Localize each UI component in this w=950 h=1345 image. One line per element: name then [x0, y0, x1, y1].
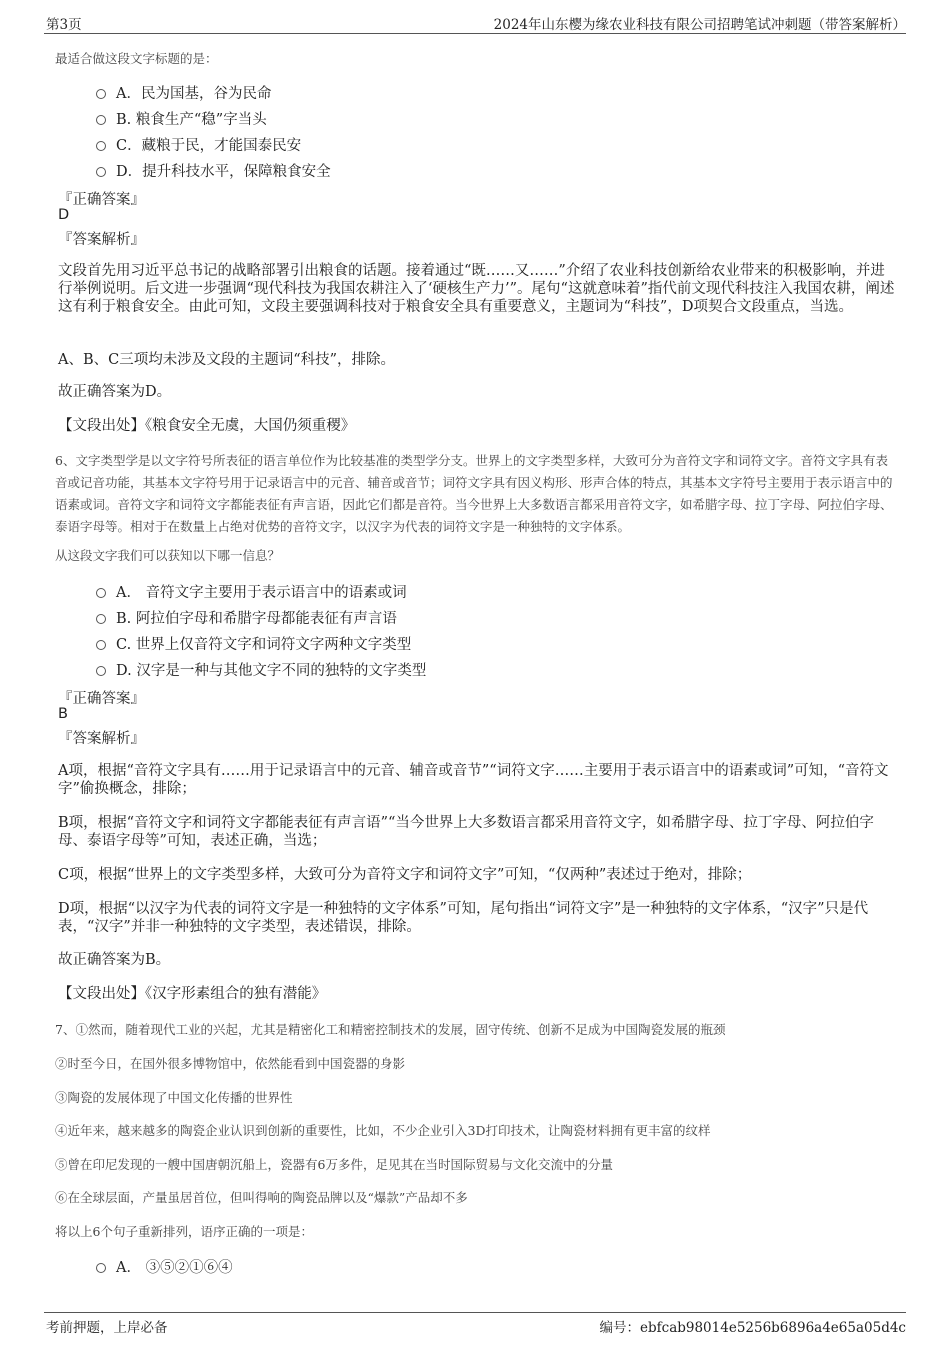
- q6-analysis-a: A项，根据“音符文字具有……用于记录语言中的元音、辅音或音节”“词符文字……主要用于表示语言中的语素或词”可知，“音符文字”偷换概念，排除；: [58, 763, 889, 797]
- q5-analysis-paragraph: A、B、C三项均未涉及文段的主题词“科技”，排除。: [58, 352, 396, 368]
- q7-prompt: 将以上6个句子重新排列，语序正确的一项是：: [55, 1224, 313, 1239]
- footer-slogan: 考前押题，上岸必备: [46, 1320, 168, 1336]
- q6-analysis-b: B项，根据“音符文字和词符文字都能表征有声言语”“当今世界上大多数语言都采用音符文字，如希腊字母、拉丁字母、阿拉伯字母、泰语字母等”可知，表述正确，当选；: [58, 815, 874, 849]
- q5-option-b[interactable]: B. 粮食生产“稳”字当头: [96, 108, 267, 129]
- radio-icon[interactable]: [96, 141, 106, 151]
- radio-icon[interactable]: [96, 89, 106, 99]
- radio-icon[interactable]: [96, 115, 106, 125]
- q5-analysis-label: 『答案解析』: [58, 232, 145, 248]
- q5-option-a[interactable]: A．民为国基，谷为民命: [96, 82, 271, 103]
- q5-analysis-conclusion: 故正确答案为D。: [58, 384, 172, 400]
- q5-prompt: 最适合做这段文字标题的是：: [55, 51, 218, 66]
- q6-analysis-label: 『答案解析』: [58, 731, 145, 747]
- q6-source: 【文段出处】《汉字形素组合的独有潜能》: [58, 986, 327, 1002]
- q5-option-c[interactable]: C．藏粮于民，才能国泰民安: [96, 134, 301, 155]
- q5-option-d[interactable]: D．提升科技水平，保障粮食安全: [96, 160, 331, 181]
- q6-answer: B: [58, 706, 68, 722]
- radio-icon[interactable]: [96, 640, 106, 650]
- q6-analysis-c: C项，根据“世界上的文字类型多样，大致可分为音符文字和词符文字”可知，“仅两种”表述过于绝对，排除；: [58, 867, 752, 883]
- q7-sentence-4: ④近年来，越来越多的陶瓷企业认识到创新的重要性，比如，不少企业引入3D打印技术，让陶瓷材料拥有更丰富的纹样: [55, 1123, 711, 1138]
- q6-option-d[interactable]: D. 汉字是一种与其他文字不同的独特的文字类型: [96, 659, 426, 680]
- document-title: 2024年山东樱为缘农业科技有限公司招聘笔试冲刺题（带答案解析）: [493, 17, 906, 33]
- q6-option-b[interactable]: B. 阿拉伯字母和希腊字母都能表征有声言语: [96, 607, 397, 628]
- q7-sentence-3: ③陶瓷的发展体现了中国文化传播的世界性: [55, 1090, 293, 1105]
- radio-icon[interactable]: [96, 1263, 106, 1273]
- q6-analysis-conclusion: 故正确答案为B。: [58, 952, 171, 968]
- document-id: 编号：ebfcab98014e5256b6896a4e65a05d4c: [599, 1320, 906, 1336]
- q7-sentence-6: ⑥在全球层面，产量虽居首位，但叫得响的陶瓷品牌以及“爆款”产品却不多: [55, 1190, 468, 1205]
- page-footer: [44, 1312, 906, 1343]
- q5-source: 【文段出处】《粮食安全无虞，大国仍须重稷》: [58, 418, 356, 434]
- radio-icon[interactable]: [96, 666, 106, 676]
- radio-icon[interactable]: [96, 614, 106, 624]
- q6-answer-label: 『正确答案』: [58, 691, 145, 707]
- q5-answer: D: [58, 207, 70, 223]
- q6-analysis-d: D项，根据“以汉字为代表的词符文字是一种独特的文字体系”可知，尾句指出“词符文字”是一种独特的文字体系，“汉字”只是代表，“汉字”并非一种独特的文字类型，表述错误，排除。: [58, 901, 869, 935]
- q7-sentence-2: ②时至今日，在国外很多博物馆中，依然能看到中国瓷器的身影: [55, 1056, 406, 1071]
- page-number: 第3页: [46, 17, 82, 33]
- q6-prompt: 从这段文字我们可以获知以下哪一信息？: [55, 548, 281, 563]
- q7-option-a[interactable]: A． ③⑤②①⑥④: [96, 1256, 233, 1277]
- q6-option-c[interactable]: C. 世界上仅音符文字和词符文字两种文字类型: [96, 633, 411, 654]
- q5-analysis-paragraph: 文段首先用习近平总书记的战略部署引出粮食的话题。接着通过“既……又……”介绍了农业科技创新给农业带来的积极影响，并进行举例说明。后文进一步强调“现代科技为我国农耕注入了‘硬核生产力’”。尾句“这就意味着”指代前文现代科技注入我国农耕，阐述这有利于粮食安全。由此可知，文段主要强调科技对于粮食安全具有重要意义，主题词为“科技”，D项契合文段重点，当选。: [58, 263, 895, 315]
- q7-sentence-1: 7、①然而，随着现代工业的兴起，尤其是精密化工和精密控制技术的发展，固守传统、创新不足成为中国陶瓷发展的瓶颈: [55, 1022, 726, 1037]
- radio-icon[interactable]: [96, 588, 106, 598]
- q5-answer-label: 『正确答案』: [58, 192, 145, 208]
- q7-sentence-5: ⑤曾在印尼发现的一艘中国唐朝沉船上，瓷器有6万多件，足见其在当时国际贸易与文化交流中的分量: [55, 1157, 613, 1172]
- q6-passage: 6、文字类型学是以文字符号所表征的语言单位作为比较基准的类型学分支。世界上的文字类型多样，大致可分为音符文字和词符文字。音符文字具有表音或记音功能，其基本文字符号用于记录语言中的元音、辅音或音节；词符文字具有因义构形、形声合体的特点，其基本文字符号主要用于表示语言中的语素或词。音符文字和词符文字都能表征有声言语，因此它们都是音符。当今世界上大多数语言都采用音符文字，如希腊字母、拉丁字母、阿拉伯字母、泰语字母等。相对于在数量上占绝对优势的音符文字，以汉字为代表的词符文字是一种独特的文字体系。: [55, 453, 893, 534]
- radio-icon[interactable]: [96, 167, 106, 177]
- page-header: [44, 11, 906, 34]
- q6-option-a[interactable]: A． 音符文字主要用于表示语言中的语素或词: [96, 581, 407, 602]
